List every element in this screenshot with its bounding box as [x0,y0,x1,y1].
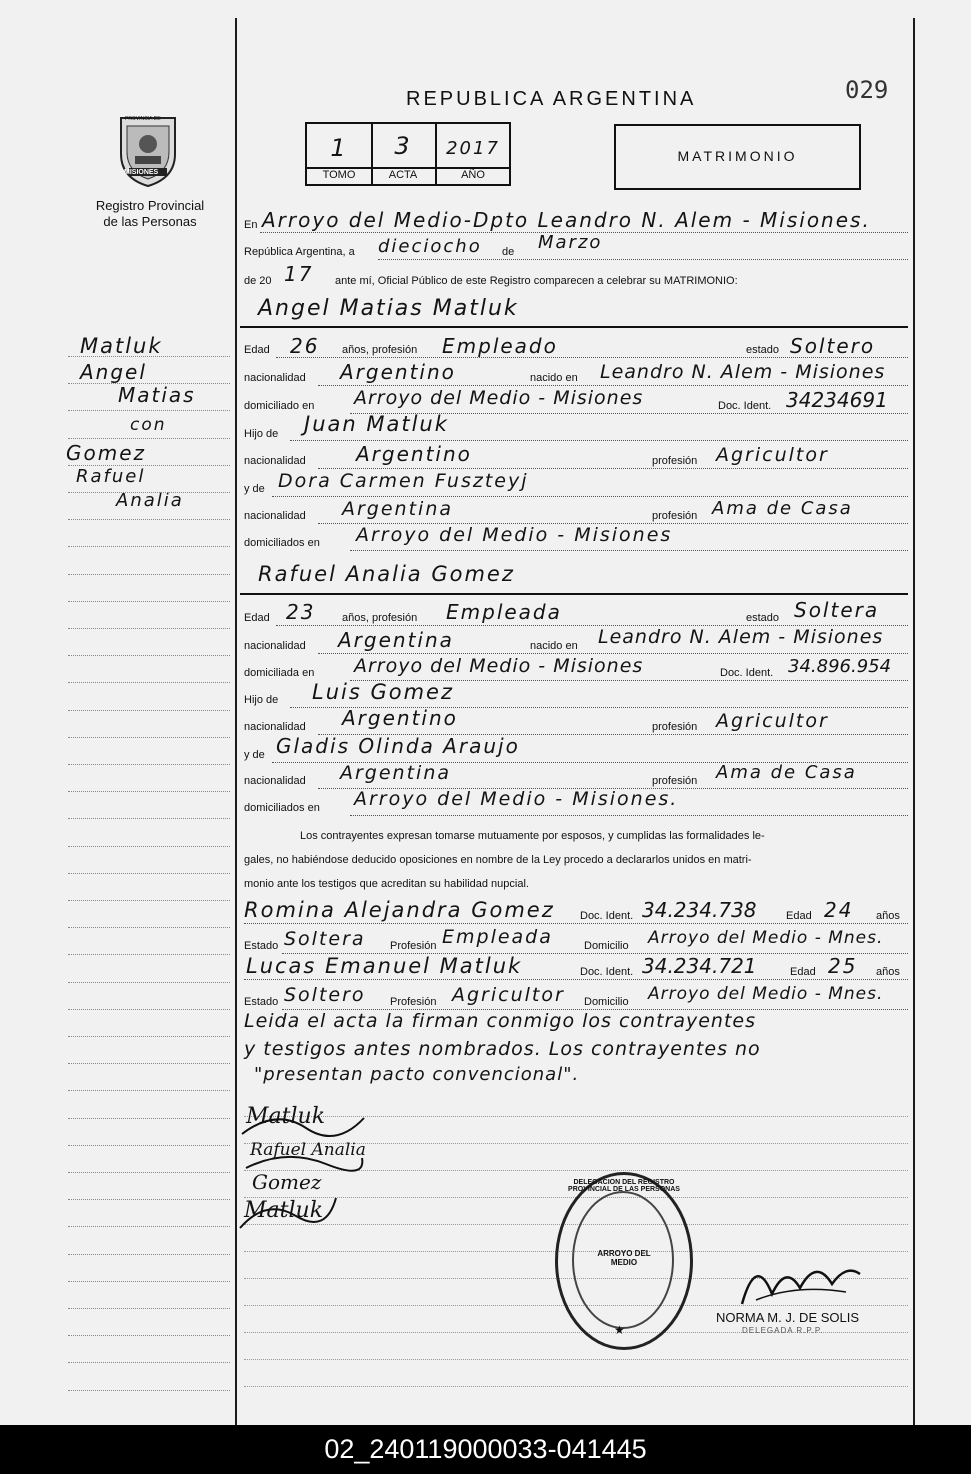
margin-rule-line [68,438,230,439]
bride-profesion-label: años, profesión [342,612,418,624]
witness2-domicile: Arroyo del Medio - Mnes. [648,984,884,1004]
tomo-label: TOMO [322,169,356,181]
witness1-estado-label: Estado [244,940,279,952]
groom-mother-label: y de [244,483,265,495]
margin-rule-line [68,1335,230,1336]
declaration-line1: Los contrayentes expresan tomarse mutuamente por esposos, y cumplidas las formalidades le- [300,830,765,842]
closing-note-line: "presentan pacto convencional". [254,1064,580,1085]
witness2-estado-label: Estado [244,996,279,1008]
closing-note-line: y testigos antes nombrados. Los contrayentes no [244,1038,761,1060]
star-icon: ★ [614,1323,625,1337]
margin-rule-line [68,356,230,357]
margin-rule-line [68,682,230,683]
witness1-domicilio-label: Domicilio [584,940,629,952]
bride-nationality: Argentina [338,628,454,652]
acta-label: ACTA [388,169,418,181]
bride-father-nat-label: nacionalidad [244,721,306,733]
witness1-profession: Empleada [442,926,553,948]
groom-mother-nat-label: nacionalidad [244,510,306,522]
margin-rule-line [68,519,230,520]
bride-nacionalidad-label: nacionalidad [244,640,306,652]
groom-parents-dom-label: domiciliados en [244,537,320,549]
official-stamp [555,1172,693,1350]
witness2-edad-label: Edad [790,966,816,978]
bride-domicilio-label: domiciliada en [244,667,315,679]
declaration-line3: monio ante los testigos que acreditan su habilidad nupcial. [244,878,529,890]
margin-rule-line [68,900,230,901]
margin-rule-line [68,574,230,575]
declaration-line2: gales, no habiéndose deducido oposiciones en nombre de la Ley procedo a declararlos unidos en matri- [244,854,752,866]
witness1-profesion-label: Profesión [390,940,437,952]
groom-mother-prof-label: profesión [652,510,698,522]
groom-father: Juan Matluk [304,412,449,436]
margin-rule-line [68,791,230,792]
groom-doc: 34234691 [786,388,888,412]
groom-birthplace: Leandro N. Alem - Misiones [600,361,886,383]
witness1-domicile: Arroyo del Medio - Mnes. [648,928,884,948]
bride-name: Rafuel Analia Gomez [258,562,515,586]
republica-label: República Argentina, a [244,246,355,258]
witness1-name: Romina Alejandra Gomez [244,898,555,922]
bride-nacido-label: nacido en [530,640,578,652]
margin-rule-line [68,927,230,928]
groom-father-nat: Argentino [356,442,472,466]
groom-edad-label: Edad [244,344,270,356]
groom-mother-prof: Ama de Casa [712,498,853,519]
margin-rule-line [68,1172,230,1173]
witness1-doc: 34.234.738 [642,898,757,922]
act-number-box [305,122,511,186]
bride-profession: Empleada [446,600,562,624]
bride-domicile: Arroyo del Medio - Misiones [354,655,644,677]
bride-mother-prof-label: profesión [652,775,698,787]
signature: Rafuel Analia [250,1140,366,1160]
registry-name-line1: Registro Provincial [95,198,205,213]
margin-rule-line [68,1226,230,1227]
bride-father-label: Hijo de [244,694,279,706]
groom-father-nat-label: nacionalidad [244,455,306,467]
anio-label: AÑO [461,169,485,181]
margin-rule-line [68,601,230,602]
official-title: DELEGADA R.P.P. [742,1326,824,1335]
en-label: En [244,219,258,231]
witness1-estado: Soltera [284,928,366,950]
anio-value: 2017 [446,138,500,159]
page-number: 029 [845,76,889,104]
logo-text-bottom: MISIONES [124,169,159,176]
bride-estado: Soltera [794,598,880,622]
official-signature [736,1244,866,1314]
margin-rule-line [68,1118,230,1119]
bride-father-prof: Agricultor [716,710,829,732]
main-rule-line [244,1359,908,1360]
bride-father-nat: Argentino [342,706,458,730]
logo-text-top: PROVINCIA DE [125,116,161,122]
signature-strokes [236,1098,366,1238]
witness2-doc-label: Doc. Ident. [580,966,634,978]
bride-doc-label: Doc. Ident. [720,667,774,679]
groom-father-label: Hijo de [244,428,279,440]
witness1-age: 24 [824,898,854,922]
witness2-anos-label: años [876,966,900,978]
margin-rule-line [68,1254,230,1255]
margin-note-line: Angel [80,360,147,384]
intro-text: ante mí, Oficial Público de este Registro comparecen a celebrar su MATRIMONIO: [335,275,738,287]
right-border-line [913,18,915,1425]
witness2-doc: 34.234.721 [642,954,757,978]
margin-rule-line [68,1145,230,1146]
bride-age: 23 [286,600,316,624]
witness2-name: Lucas Emanuel Matluk [246,954,523,978]
margin-rule-line [68,710,230,711]
margin-rule-line [68,1009,230,1010]
margin-rule-line [68,1362,230,1363]
signature: Gomez [252,1170,322,1194]
stamp-inner-text: ARROYO DEL MEDIO [597,1249,651,1267]
groom-father-prof-label: profesión [652,455,698,467]
margin-rule-line [68,1199,230,1200]
registry-name-line2: de las Personas [103,214,197,229]
closing-note-line: Leida el acta la firman conmigo los contrayentes [244,1010,756,1032]
witness2-domicilio-label: Domicilio [584,996,629,1008]
margin-rule-line [68,383,230,384]
witness2-profession: Agricultor [452,984,565,1006]
country-heading: REPUBLICA ARGENTINA [406,88,697,110]
groom-estado-label: estado [746,344,780,356]
margin-rule-line [68,873,230,874]
groom-name: Angel Matias Matluk [258,296,519,321]
margin-note-line: Rafuel [76,466,146,487]
groom-parents-dom: Arroyo del Medio - Misiones [356,524,673,546]
margin-rule-line [68,492,230,493]
stamp-ring-text: DELEGACION DEL REGISTRO PROVINCIAL DE LAS PERSONAS [568,1179,680,1193]
bride-parents-dom: Arroyo del Medio - Misiones. [354,788,679,810]
groom-nationality: Argentino [340,360,456,384]
groom-profesion-label: años, profesión [342,344,418,356]
bride-edad-label: Edad [244,612,270,624]
margin-rule-line [68,982,230,983]
bride-birthplace: Leandro N. Alem - Misiones [598,626,884,648]
margin-rule-line [68,1090,230,1091]
place: Arroyo del Medio-Dpto Leandro N. Alem - Misiones. [262,208,871,232]
bride-estado-label: estado [746,612,780,624]
tomo-value: 1 [330,134,348,162]
margin-note-line: Matluk [80,334,163,358]
groom-age: 26 [290,334,320,358]
bride-mother: Gladis Olinda Araujo [276,734,520,758]
day: dieciocho [378,236,482,257]
groom-domicile: Arroyo del Medio - Misiones [354,387,644,409]
month: Marzo [538,232,603,253]
bride-mother-prof: Ama de Casa [716,762,857,783]
witness1-anos-label: años [876,910,900,922]
groom-profession: Empleado [442,334,558,358]
bride-mother-label: y de [244,749,265,761]
margin-column [0,0,236,1425]
margin-note-line: Gomez [66,441,147,465]
footer-code: 02_240119000033-041445 [0,1425,971,1474]
signature: Matluk [244,1198,324,1223]
witness2-estado: Soltero [284,984,366,1006]
de-label: de [502,246,515,258]
witness1-doc-label: Doc. Ident. [580,910,634,922]
main-rule-line [244,1386,908,1387]
margin-rule-line [68,846,230,847]
act-type: MATRIMONIO [677,148,798,164]
margin-rule-line [68,465,230,466]
groom-domicilio-label: domiciliado en [244,400,315,412]
witness2-profesion-label: Profesión [390,996,437,1008]
bride-mother-nat: Argentina [340,762,452,784]
bride-mother-nat-label: nacionalidad [244,775,306,787]
year-suffix: 17 [284,262,314,286]
margin-rule-line [68,1036,230,1037]
margin-rule-line [68,546,230,547]
witness2-age: 25 [828,954,858,978]
groom-estado: Soltero [790,334,876,358]
margin-rule-line [68,1308,230,1309]
registry-logo [113,112,183,188]
margin-rule-line [68,737,230,738]
registry-name [70,198,230,230]
bride-parents-dom-label: domiciliados en [244,802,320,814]
margin-rule-line [68,655,230,656]
margin-rule-line [68,1063,230,1064]
margin-note-line: con [130,415,167,435]
act-type-box [614,124,861,190]
margin-rule-line [68,1390,230,1391]
signature: Matluk [246,1104,326,1129]
groom-mother: Dora Carmen Fuszteyj [278,470,529,492]
margin-rule-line [68,628,230,629]
bride-father-prof-label: profesión [652,721,698,733]
acta-value: 3 [394,132,412,160]
official-name: NORMA M. J. DE SOLIS [716,1310,860,1325]
groom-doc-label: Doc. Ident. [718,400,772,412]
groom-nacido-label: nacido en [530,372,578,384]
groom-mother-nat: Argentina [342,498,454,520]
margin-rule-line [68,818,230,819]
margin-rule-line [68,954,230,955]
margin-rule-line [68,410,230,411]
margin-note-line: Analia [116,490,184,511]
bride-father: Luis Gomez [312,680,454,704]
margin-note-line: Matias [118,383,196,407]
margin-rule-line [68,764,230,765]
bride-doc: 34.896.954 [788,656,892,677]
groom-nacionalidad-label: nacionalidad [244,372,306,384]
witness1-edad-label: Edad [786,910,812,922]
margin-rule-line [68,1281,230,1282]
groom-father-prof: Agricultor [716,444,829,466]
year-prefix: de 20 [244,275,272,287]
